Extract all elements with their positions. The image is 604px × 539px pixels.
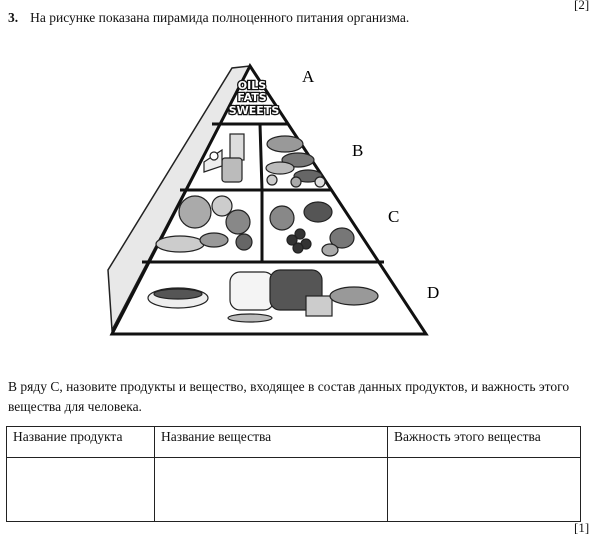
answer-table <box>6 426 581 522</box>
question-text: На рисунке показана пирамида полноценного питания организма. <box>30 10 410 25</box>
pyramid-top-text-1: OILS <box>237 79 267 92</box>
tier-label-b: B <box>352 141 364 160</box>
tier-label-c: C <box>388 207 400 226</box>
pyramid-top-text-3: SWEETS <box>228 104 280 117</box>
tier-split-b <box>260 124 262 190</box>
header-substance-importance: Важность этого вещества <box>388 427 581 458</box>
table-row <box>7 458 581 522</box>
pyramid-top-text-2: FATS <box>237 91 267 104</box>
answer-table-header-row <box>7 427 581 458</box>
tier-label-d: D <box>427 283 440 302</box>
question-number: 3. <box>8 10 19 25</box>
marks-bottom: [1] <box>574 520 590 535</box>
answer-cell-substance[interactable] <box>155 458 388 522</box>
header-product-name: Название продукта <box>7 427 155 458</box>
task-text: В ряду С, назовите продукты и вещество, входящее в состав данных продуктов, и важность этого вещества для человека. <box>8 379 570 414</box>
answer-cell-product[interactable] <box>7 458 155 522</box>
tier-label-a: A <box>302 67 315 86</box>
marks-top: [2] <box>574 0 590 12</box>
answer-cell-importance[interactable] <box>388 458 581 522</box>
header-substance-name: Название вещества <box>155 427 388 458</box>
